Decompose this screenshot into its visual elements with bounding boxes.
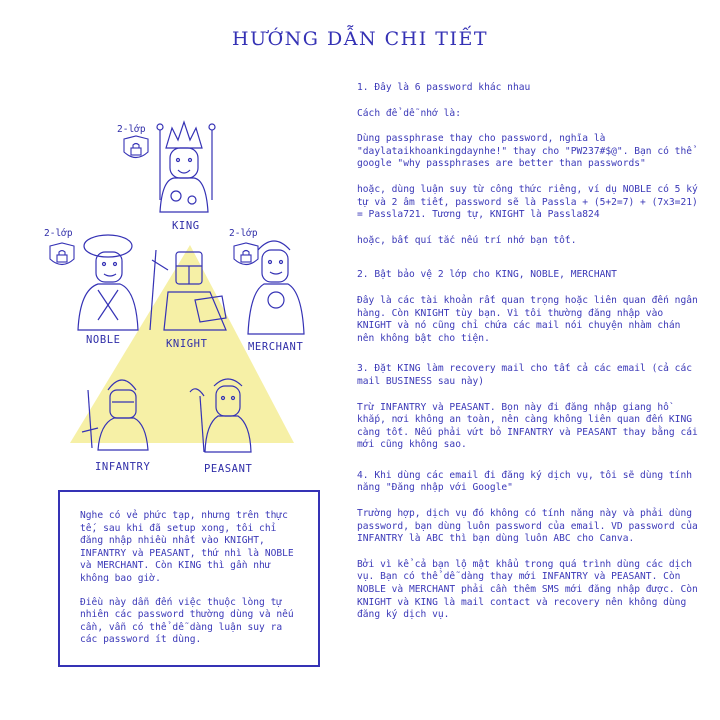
step-1-text-4: hoặc, bất quí tắc nếu trí nhớ bạn tốt. (357, 234, 577, 246)
king-label: KING (172, 220, 200, 232)
summary-box (58, 490, 320, 667)
step-2-heading: 2. Bật bảo vệ 2 lớp cho KING, NOBLE, MERCHANT (357, 269, 617, 281)
knight-label: KNIGHT (166, 338, 208, 350)
step-1-text-1: Cách để dễ nhớ là: (357, 107, 461, 119)
step-1-heading: 1. Đây là 6 password khác nhau (357, 82, 531, 93)
summary-paragraph-1: Nghe có vẻ phức tạp, nhưng trên thực tế, sau khi đã setup xong, tôi chỉ đăng nhập nhiều nhất vào KNIGHT, INFANTRY và PEASANT, thứ nhì là NOBLE và MERCHANT. Còn KING thì gần như không bao giờ. (80, 510, 294, 584)
step-3-text-1: Trừ INFANTRY và PEASANT. Bọn này đi đăng nhập giang hồ khắp, nơi không an toàn, nên càng không liên quan đến KING càng tốt. Nếu phải vứt bỏ INFANTRY và PEASANT thay bằng cái mới cũng không sao. (357, 401, 698, 451)
king-figure (157, 122, 215, 212)
step-3-heading: 3. Đặt KING làm recovery mail cho tất cả các email (cả các mail BUSINESS sau này) (357, 363, 693, 387)
merchant-figure (248, 241, 304, 334)
step-1-text-3: hoặc, dùng luận suy từ công thức riêng, ví dụ NOBLE có 5 ký tự và 2 âm tiết, password sẽ là Passla + (5+2=7) + (7x3=21) = Passla721. Tương tự, KNIGHT là Passla824 (357, 183, 698, 221)
step-4-text-2: Bởi vì kể cả bạn lộ mật khẩu trong quá trình dùng các dịch vụ. Bạn có thể dễ dàng thay mới INFANTRY và PEASANT. Còn NOBLE và MERCHANT phải cần thêm SMS mới đăng nhập được. Còn KNIGHT và KING là mail contact và recovery nên không dùng đăng ký dịch vụ. (357, 558, 698, 621)
page-title: HƯỚNG DẪN CHI TIẾT (232, 28, 488, 50)
step-1-text-2: Dùng passphrase thay cho password, nghĩa là "daylataikhoankingdaynhe!" thay cho "PW237#$@". Bạn có thể google "why passphrases are better than passwords" (357, 133, 693, 170)
noble-badge: 2-lớp (44, 228, 73, 239)
noble-shield-icon (50, 243, 74, 265)
king-badge: 2-lớp (117, 124, 146, 135)
infantry-label: INFANTRY (95, 461, 151, 473)
noble-figure (78, 235, 138, 330)
noble-label: NOBLE (86, 334, 121, 346)
merchant-badge: 2-lớp (229, 228, 258, 239)
step-4-text-1: Trường hợp, dịch vụ đó không có tính năng này và phải dùng password, bạn dùng luôn password của email. VD password của INFANTRY là ABC thì bạn dùng luôn ABC cho Canva. (357, 508, 698, 545)
step-4-heading: 4. Khi dùng các email đi đăng ký dịch vụ, tôi sẽ dùng tính năng "Đăng nhập với Google" (357, 469, 693, 494)
step-2-text-1: Đây là các tài khoản rất quan trọng hoặc liên quan đến ngân hàng. Còn KNIGHT tùy bạn. Vì tôi thường đăng nhập vào KNIGHT và nó cũng chỉ chứa các mail nói chuyện nhàm chán nên không bật cho tiện. (357, 294, 698, 344)
summary-paragraph-2: Điều này dẫn đến việc thuộc lòng tự nhiên các password thường dùng và nếu cần, vẫn có thể dễ dàng luận suy ra các password ít dùng. (80, 596, 294, 646)
instructions-column (357, 82, 702, 635)
merchant-shield-icon (234, 243, 258, 265)
king-shield-icon (124, 136, 148, 158)
merchant-label: MERCHANT (248, 341, 304, 353)
peasant-label: PEASANT (204, 463, 253, 475)
